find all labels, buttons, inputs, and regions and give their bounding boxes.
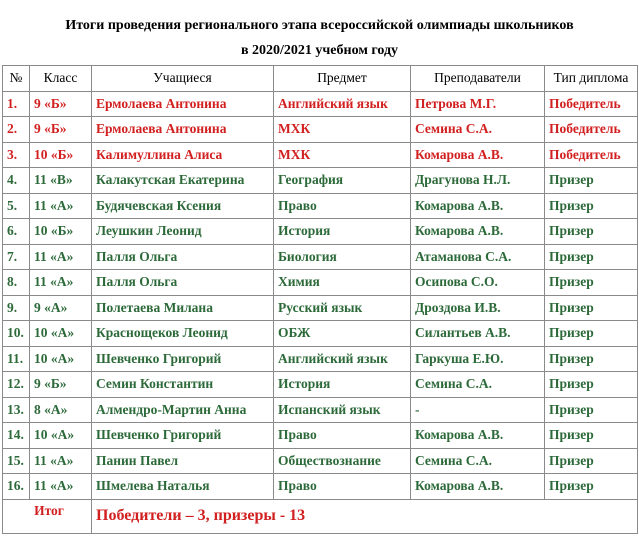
cell-teacher: - [411, 397, 545, 423]
table-row [3, 346, 638, 372]
cell-grade: 10 «А» [30, 346, 92, 372]
table-row [3, 372, 638, 398]
table-row [3, 142, 638, 168]
cell-grade: 11 «А» [30, 270, 92, 296]
cell-teacher: Семина С.А. [411, 448, 545, 474]
cell-subject: Русский язык [274, 295, 411, 321]
table-row [3, 219, 638, 245]
cell-grade: 10 «Б» [30, 142, 92, 168]
total-row [3, 499, 638, 533]
cell-diploma: Призер [545, 372, 638, 398]
cell-number: 8. [3, 270, 30, 296]
cell-teacher: Комарова А.В. [411, 142, 545, 168]
document-title-line2: в 2020/2021 учебном году [240, 43, 399, 58]
cell-diploma: Призер [545, 346, 638, 372]
cell-diploma: Призер [545, 193, 638, 219]
cell-teacher: Дроздова И.В. [411, 295, 545, 321]
table-row [3, 270, 638, 296]
cell-teacher: Комарова А.В. [411, 423, 545, 449]
cell-subject: Биология [274, 244, 411, 270]
header-student: Учащиеся [92, 66, 274, 92]
table-row [3, 321, 638, 347]
table-row [3, 168, 638, 194]
cell-grade: 9 «Б» [30, 117, 92, 143]
header-diploma: Тип диплома [545, 66, 638, 92]
cell-grade: 10 «А» [30, 321, 92, 347]
header-grade: Класс [30, 66, 92, 92]
cell-teacher: Осипова С.О. [411, 270, 545, 296]
table-row [3, 423, 638, 449]
cell-teacher: Комарова А.В. [411, 219, 545, 245]
cell-grade: 11 «А» [30, 448, 92, 474]
cell-student: Шевченко Григорий [92, 423, 274, 449]
cell-diploma: Призер [545, 168, 638, 194]
cell-teacher: Комарова А.В. [411, 193, 545, 219]
cell-student: Семин Константин [92, 372, 274, 398]
cell-subject: История [274, 219, 411, 245]
cell-grade: 9 «Б» [30, 91, 92, 117]
table-row [3, 448, 638, 474]
cell-number: 16. [3, 474, 30, 500]
cell-student: Палля Ольга [92, 244, 274, 270]
cell-number: 11. [3, 346, 30, 372]
cell-grade: 11 «А» [30, 193, 92, 219]
cell-teacher: Драгунова Н.Л. [411, 168, 545, 194]
cell-student: Краснощеков Леонид [92, 321, 274, 347]
cell-grade: 9 «Б» [30, 372, 92, 398]
cell-student: Калакутская Екатерина [92, 168, 274, 194]
cell-subject: ОБЖ [274, 321, 411, 347]
cell-grade: 8 «А» [30, 397, 92, 423]
cell-subject: Право [274, 474, 411, 500]
cell-subject: Право [274, 193, 411, 219]
cell-teacher: Семина С.А. [411, 372, 545, 398]
cell-number: 10. [3, 321, 30, 347]
header-teacher: Преподаватели [411, 66, 545, 92]
cell-student: Ермолаева Антонина [92, 91, 274, 117]
cell-grade: 11 «В» [30, 168, 92, 194]
cell-diploma: Призер [545, 397, 638, 423]
cell-number: 4. [3, 168, 30, 194]
cell-diploma: Призер [545, 270, 638, 296]
cell-grade: 10 «А» [30, 423, 92, 449]
cell-number: 2. [3, 117, 30, 143]
cell-student: Алмендро-Мартин Анна [92, 397, 274, 423]
cell-student: Шевченко Григорий [92, 346, 274, 372]
cell-grade: 11 «А» [30, 474, 92, 500]
cell-subject: География [274, 168, 411, 194]
cell-subject: Право [274, 423, 411, 449]
cell-number: 13. [3, 397, 30, 423]
total-label: Итог [3, 499, 92, 533]
cell-diploma: Призер [545, 244, 638, 270]
cell-diploma: Призер [545, 474, 638, 500]
cell-number: 7. [3, 244, 30, 270]
cell-student: Ермолаева Антонина [92, 117, 274, 143]
cell-diploma: Призер [545, 321, 638, 347]
table-row [3, 397, 638, 423]
cell-number: 5. [3, 193, 30, 219]
cell-teacher: Семина С.А. [411, 117, 545, 143]
header-number: № [3, 66, 30, 92]
cell-student: Панин Павел [92, 448, 274, 474]
cell-student: Палля Ольга [92, 270, 274, 296]
cell-number: 12. [3, 372, 30, 398]
cell-subject: Химия [274, 270, 411, 296]
cell-teacher: Атаманова С.А. [411, 244, 545, 270]
cell-student: Шмелева Наталья [92, 474, 274, 500]
table-row [3, 244, 638, 270]
table-row [3, 474, 638, 500]
cell-teacher: Комарова А.В. [411, 474, 545, 500]
results-table [2, 65, 638, 534]
cell-grade: 10 «Б» [30, 219, 92, 245]
total-value: Победители – 3, призеры - 13 [92, 499, 638, 533]
cell-number: 14. [3, 423, 30, 449]
cell-number: 15. [3, 448, 30, 474]
cell-subject: Английский язык [274, 91, 411, 117]
table-header-row [3, 66, 638, 92]
cell-number: 6. [3, 219, 30, 245]
cell-subject: Испанский язык [274, 397, 411, 423]
cell-subject: История [274, 372, 411, 398]
cell-teacher: Петрова М.Г. [411, 91, 545, 117]
table-row [3, 193, 638, 219]
cell-student: Калимуллина Алиса [92, 142, 274, 168]
cell-subject: Обществознание [274, 448, 411, 474]
table-row [3, 117, 638, 143]
cell-student: Леушкин Леонид [92, 219, 274, 245]
cell-number: 9. [3, 295, 30, 321]
cell-diploma: Призер [545, 423, 638, 449]
cell-teacher: Силантьев А.В. [411, 321, 545, 347]
cell-teacher: Гаркуша Е.Ю. [411, 346, 545, 372]
cell-grade: 11 «А» [30, 244, 92, 270]
cell-diploma: Призер [545, 295, 638, 321]
cell-subject: МХК [274, 142, 411, 168]
cell-student: Будячевская Ксения [92, 193, 274, 219]
cell-diploma: Победитель [545, 91, 638, 117]
cell-subject: Английский язык [274, 346, 411, 372]
cell-student: Полетаева Милана [92, 295, 274, 321]
table-row [3, 91, 638, 117]
cell-grade: 9 «А» [30, 295, 92, 321]
cell-number: 3. [3, 142, 30, 168]
cell-diploma: Победитель [545, 142, 638, 168]
cell-number: 1. [3, 91, 30, 117]
cell-diploma: Победитель [545, 117, 638, 143]
header-subject: Предмет [274, 66, 411, 92]
document-title-line1: Итоги проведения регионального этапа всероссийской олимпиады школьников [65, 18, 574, 33]
table-row [3, 295, 638, 321]
cell-subject: МХК [274, 117, 411, 143]
cell-diploma: Призер [545, 219, 638, 245]
cell-diploma: Призер [545, 448, 638, 474]
